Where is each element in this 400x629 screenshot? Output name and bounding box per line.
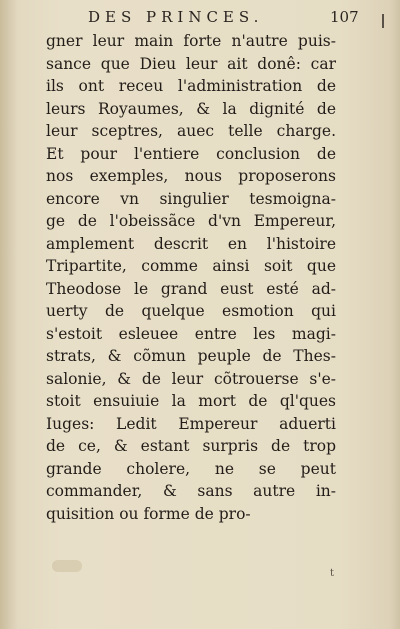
text-line: amplement descrit en l'histoire xyxy=(46,234,336,253)
text-line: leur sceptres, auec telle charge. xyxy=(46,122,336,140)
text-line: ils ont receu l'administration de xyxy=(46,77,336,95)
text-line: s'estoit esleuee entre les magi- xyxy=(46,324,336,343)
catchword: t xyxy=(330,568,335,579)
text-line: salonie, & de leur cõtrouerse s'e- xyxy=(46,369,336,388)
text-line: Tripartite, comme ainsi soit que xyxy=(46,257,336,275)
text-line: commander, & sans autre in- xyxy=(46,482,336,500)
text-line: leurs Royaumes, & la dignité de xyxy=(46,99,336,118)
text-line: strats, & cõmun peuple de Thes- xyxy=(46,347,336,365)
text-line: nos exemples, nous proposerons xyxy=(46,167,336,185)
text-line: stoit ensuiuie la mort de ql'ques xyxy=(46,392,336,410)
text-line: quisition ou forme de pro- xyxy=(46,504,251,523)
text-line: sance que Dieu leur ait donê: car xyxy=(46,54,336,73)
page-number: 107 xyxy=(330,8,359,26)
text-line: uerty de quelque esmotion qui xyxy=(46,302,336,320)
text-line: Et pour l'entiere conclusion de xyxy=(46,144,336,163)
text-line: Iuges: Ledit Empereur aduerti xyxy=(46,414,336,433)
text-line: ge de l'obeissãce d'vn Empereur, xyxy=(46,212,336,230)
ink-smudge xyxy=(52,560,82,572)
running-title: DES PRINCES. xyxy=(88,8,264,26)
text-line: grande cholere, ne se peut xyxy=(46,459,336,478)
page-edge-mark xyxy=(382,14,384,28)
text-line: encore vn singulier tesmoigna- xyxy=(46,189,336,208)
text-line: de ce, & estant surpris de trop xyxy=(46,437,336,455)
page-header xyxy=(0,8,400,30)
text-line: Theodose le grand eust esté ad- xyxy=(46,279,336,298)
text-line: gner leur main forte n'autre puis- xyxy=(46,32,336,50)
body-text xyxy=(46,30,336,525)
